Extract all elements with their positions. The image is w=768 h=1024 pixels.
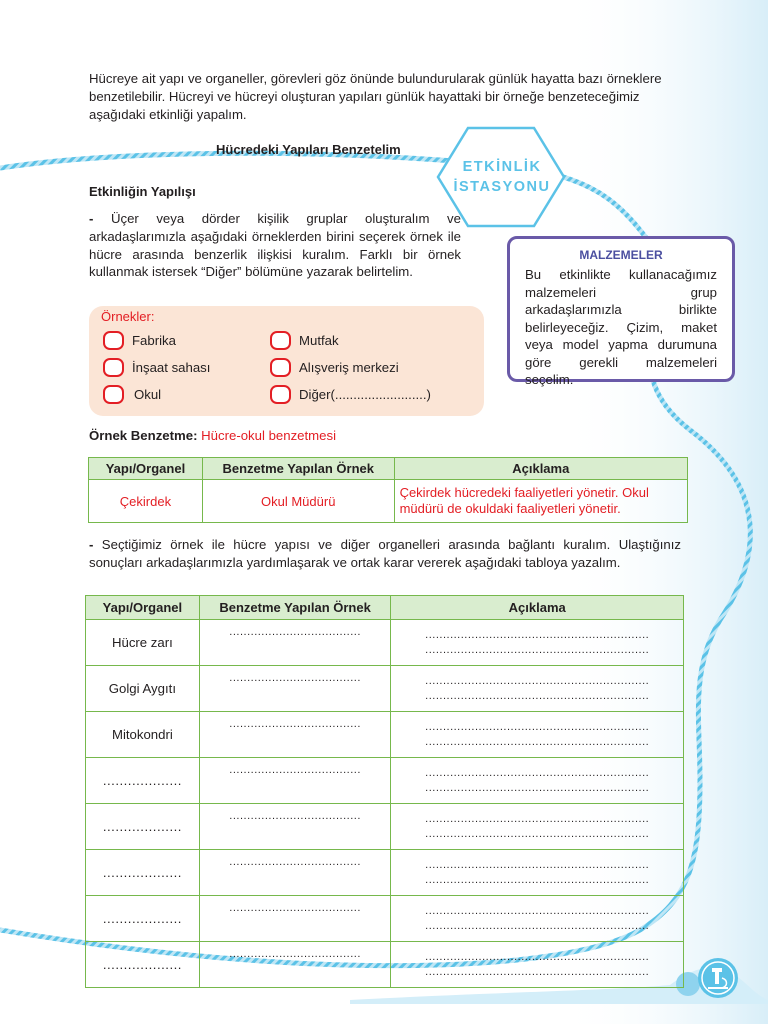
example-value: Hücre-okul benzetmesi	[201, 428, 337, 443]
checkbox-icon[interactable]	[270, 385, 291, 404]
instruction-1-text: Üçer veya dörder kişilik gruplar oluşturalım ve arkadaşlarımızla aşağıdaki örneklerden birini seçerek örnek ile hücre arasında benzerlik ilişkisi kuralım. Farklı bir örnek kullanmak istersek “Diğer” bölümüne yazarak belirtelim.	[89, 211, 461, 280]
checkbox-icon[interactable]	[270, 358, 291, 377]
table-row[interactable]	[86, 666, 684, 712]
cell-ornek[interactable]: .....................................	[199, 620, 391, 666]
aciklama-line: ...............................................................	[425, 812, 650, 825]
table-row[interactable]	[86, 620, 684, 666]
instruction-2-dash: -	[89, 537, 94, 552]
option-label: Diğer(.........................)	[299, 387, 431, 402]
aciklama-line: ...............................................................	[425, 781, 650, 794]
option-label: Fabrika	[132, 333, 176, 348]
checkbox-icon[interactable]	[103, 358, 124, 377]
header-aciklama: Açıklama	[391, 596, 684, 620]
examples-title: Örnekler:	[101, 309, 155, 324]
cell-ornek[interactable]: .....................................	[199, 850, 391, 896]
section-title: Hücredeki Yapıları Benzetelim	[216, 142, 401, 157]
option-label: Alışveriş merkezi	[299, 360, 399, 375]
header-aciklama: Açıklama	[394, 458, 687, 480]
materials-title: MALZEMELER	[579, 248, 663, 262]
checkbox-icon[interactable]	[103, 385, 124, 404]
materials-text: Bu etkinlikte kullanacağımız malzemeleri grup arkadaşlarımızla birlikte belirleyeceğiz. Çizim, maket veya model yapma durumuna göre gerekli malzemeleri seçelim.	[525, 267, 717, 387]
option-label: İnşaat sahası	[132, 360, 211, 375]
aciklama-line: ...............................................................	[425, 904, 650, 917]
cell-organel[interactable]: ...................	[86, 896, 200, 942]
cell-aciklama[interactable]	[391, 712, 684, 758]
work-table	[85, 595, 684, 988]
aciklama-line: ...............................................................	[425, 735, 650, 748]
header-organel: Yapı/Organel	[89, 458, 203, 480]
aciklama-line: ...............................................................	[425, 689, 650, 702]
activity-subtitle: Etkinliğin Yapılışı	[89, 184, 196, 199]
option-okul[interactable]	[103, 385, 161, 404]
cell-organel[interactable]: Hücre zarı	[86, 620, 200, 666]
cell-ornek: Okul Müdürü	[202, 480, 394, 523]
aciklama-line: ...............................................................	[425, 720, 650, 733]
cell-organel: Çekirdek	[89, 480, 203, 523]
aciklama-line: ...............................................................	[425, 766, 650, 779]
option-diger[interactable]	[270, 385, 431, 404]
header-ornek: Benzetme Yapılan Örnek	[202, 458, 394, 480]
table-row[interactable]	[86, 758, 684, 804]
option-fabrika[interactable]	[103, 331, 176, 350]
header-ornek: Benzetme Yapılan Örnek	[199, 596, 391, 620]
cell-aciklama[interactable]	[391, 666, 684, 712]
cell-aciklama[interactable]	[391, 850, 684, 896]
cell-organel[interactable]: Golgi Aygıtı	[86, 666, 200, 712]
intro-paragraph: Hücreye ait yapı ve organeller, görevleri göz önünde bulundurularak günlük hayatta bazı örneklere benzetilebilir. Hücreyi ve hücreyi oluşturan yapıları günlük hayattaki bir örneğe benzeteceğimiz aşağıdaki etkinliği yapalım.	[89, 71, 662, 122]
cell-ornek[interactable]: .....................................	[199, 804, 391, 850]
cell-organel[interactable]: ...................	[86, 850, 200, 896]
table-row[interactable]	[86, 804, 684, 850]
cell-ornek[interactable]: .....................................	[199, 758, 391, 804]
station-label	[442, 157, 562, 197]
cell-aciklama: Çekirdek hücredeki faaliyetleri yönetir. Okul müdürü de okuldaki faaliyetleri yönetir.	[394, 480, 687, 523]
aciklama-line: ...............................................................	[425, 674, 650, 687]
table-row	[89, 480, 688, 523]
aciklama-line: ...............................................................	[425, 628, 650, 641]
option-insaat-sahasi[interactable]	[103, 358, 210, 377]
option-label: Mutfak	[299, 333, 339, 348]
option-label: Okul	[134, 387, 162, 402]
cell-organel[interactable]: ...................	[86, 804, 200, 850]
cell-aciklama[interactable]	[391, 620, 684, 666]
cell-aciklama[interactable]	[391, 804, 684, 850]
microscope-icon	[698, 958, 738, 998]
header-organel: Yapı/Organel	[86, 596, 200, 620]
station-line1: ETKİNLİK	[462, 159, 542, 175]
cell-aciklama[interactable]	[391, 758, 684, 804]
cell-ornek[interactable]: .....................................	[199, 942, 391, 988]
aciklama-line: ...............................................................	[425, 950, 650, 963]
cell-ornek[interactable]: .....................................	[199, 666, 391, 712]
checkbox-icon[interactable]	[103, 331, 124, 350]
table-row[interactable]	[86, 896, 684, 942]
cell-ornek[interactable]: .....................................	[199, 896, 391, 942]
table-row[interactable]	[86, 850, 684, 896]
station-line2: İSTASYONU	[453, 179, 551, 195]
example-table	[88, 457, 688, 523]
aciklama-line: ...............................................................	[425, 965, 650, 978]
example-label: Örnek Benzetme:	[89, 428, 198, 443]
table-row[interactable]	[86, 712, 684, 758]
example-comparison-label	[89, 428, 336, 443]
cell-organel[interactable]: Mitokondri	[86, 712, 200, 758]
cell-organel[interactable]: ...................	[86, 758, 200, 804]
aciklama-line: ...............................................................	[425, 827, 650, 840]
option-alisveris-merkezi[interactable]	[270, 358, 399, 377]
instruction-2	[89, 536, 681, 571]
cell-ornek[interactable]: .....................................	[199, 712, 391, 758]
cell-aciklama[interactable]	[391, 896, 684, 942]
aciklama-line: ...............................................................	[425, 643, 650, 656]
option-mutfak[interactable]	[270, 331, 339, 350]
checkbox-icon[interactable]	[270, 331, 291, 350]
table-row[interactable]	[86, 942, 684, 988]
instruction-1	[89, 210, 461, 281]
cell-aciklama[interactable]	[391, 942, 684, 988]
cell-organel[interactable]: ...................	[86, 942, 200, 988]
aciklama-line: ...............................................................	[425, 858, 650, 871]
instruction-1-dash: -	[89, 211, 94, 226]
aciklama-line: ...............................................................	[425, 919, 650, 932]
instruction-2-text: Seçtiğimiz örnek ile hücre yapısı ve diğer organelleri arasında bağlantı kuralım. Ulaştığınız sonuçları arkadaşlarımızla yardımlaşarak ve ortak karar vererek aşağıdaki tabloya yazalım.	[89, 537, 681, 570]
aciklama-line: ...............................................................	[425, 873, 650, 886]
